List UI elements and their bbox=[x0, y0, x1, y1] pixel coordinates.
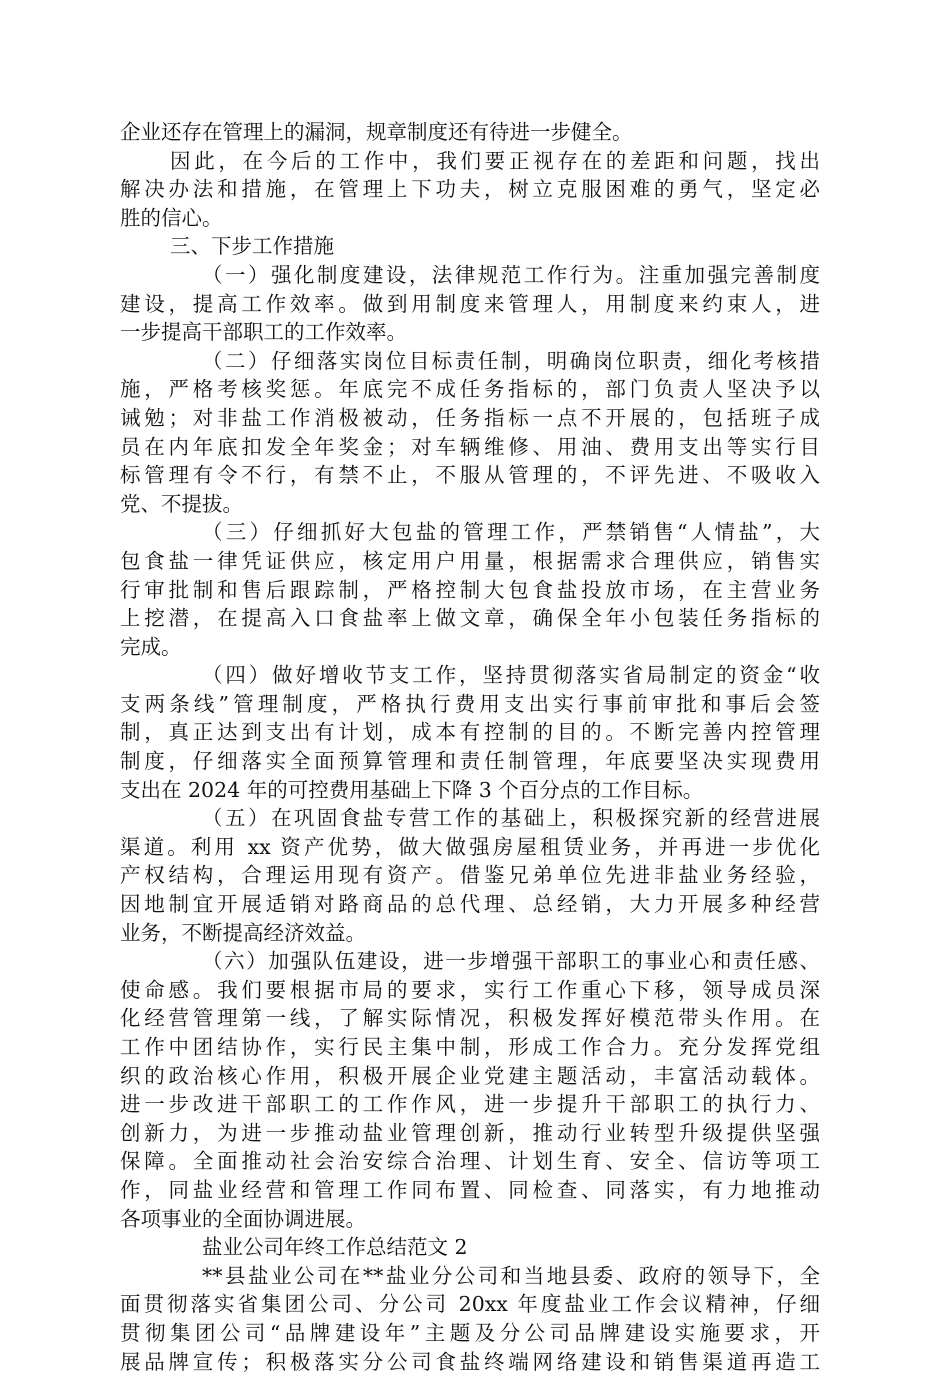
text-line: 面贯彻落实省集团公司、分公司 20xx 年度盐业工作会议精神，仔细 bbox=[120, 1292, 820, 1317]
text-line: **县盐业公司在**盐业分公司和当地县委、政府的领导下，全 bbox=[202, 1263, 820, 1288]
text-line: （一）强化制度建设，法律规范工作行为。注重加强完善制度 bbox=[202, 262, 820, 287]
text-line: 渠道。利用 xx 资产优势，做大做强房屋租赁业务，并再进一步优化 bbox=[120, 834, 820, 859]
text-line: 一步提高干部职工的工作效率。 bbox=[120, 320, 407, 345]
text-line: 进一步改进干部职工的工作作风，进一步提升干部职工的执行力、 bbox=[120, 1092, 820, 1117]
text-line: 织的政治核心作用，积极开展企业党建主题活动，丰富活动载体。 bbox=[120, 1063, 820, 1088]
text-line: 各项事业的全面协调进展。 bbox=[120, 1206, 366, 1231]
text-line: 胜的信心。 bbox=[120, 205, 223, 230]
text-line: 因此，在今后的工作中，我们要正视存在的差距和问题，找出 bbox=[170, 148, 820, 173]
text-line: 工作中团结协作，实行民主集中制，形成工作合力。充分发挥党组 bbox=[120, 1035, 820, 1059]
text-line: 行审批制和售后跟踪制，严格控制大包食盐投放市场，在主营业务 bbox=[120, 577, 820, 602]
text-line: 使命感。我们要根据市局的要求，实行工作重心下移，领导成员深 bbox=[120, 977, 820, 1002]
text-line: 业务，不断提高经济效益。 bbox=[120, 920, 366, 945]
text-line: （六）加强队伍建设，进一步增强干部职工的事业心和责任感、 bbox=[202, 949, 820, 974]
text-line: 制度，仔细落实全面预算管理和责任制管理，年底要坚决实现费用 bbox=[120, 749, 820, 774]
text-line: 贯彻集团公司“品牌建设年”主题及分公司品牌建设实施要求，开 bbox=[120, 1320, 820, 1345]
document-body bbox=[120, 118, 820, 1376]
text-line: 企业还存在管理上的漏洞，规章制度还有待进一步健全。 bbox=[120, 120, 633, 144]
text-line: 化经营管理第一线，了解实际情况，积极发挥好模范带头作用。在 bbox=[120, 1006, 820, 1031]
text-line: 上挖潜，在提高入口食盐率上做文章，确保全年小包装任务指标的 bbox=[120, 606, 820, 631]
text-line: 标管理有令不行，有禁不止，不服从管理的，不评先进、不吸收入 bbox=[120, 463, 820, 488]
text-line: 解决办法和措施，在管理上下功夫，树立克服困难的勇气，坚定必 bbox=[120, 177, 820, 202]
text-line: 创新力，为进一步推动盐业管理创新，推动行业转型升级提供坚强 bbox=[120, 1120, 820, 1145]
text-line: （二）仔细落实岗位目标责任制，明确岗位职责，细化考核措 bbox=[202, 348, 820, 373]
text-line: 保障。全面推动社会治安综合治理、计划生育、安全、信访等项工 bbox=[120, 1149, 820, 1174]
text-line: 制，真正达到支出有计划，成本有控制的目的。不断完善内控管理 bbox=[120, 720, 820, 745]
text-line: 支出在 2024 年的可控费用基础上下降 3 个百分点的工作目标。 bbox=[120, 777, 704, 802]
text-line: 党、不提拔。 bbox=[120, 491, 243, 516]
text-line: 盐业公司年终工作总结范文 2 bbox=[202, 1235, 468, 1260]
text-line: 展品牌宣传；积极落实分公司食盐终端网络建设和销售渠道再造工 bbox=[120, 1349, 820, 1374]
text-line: （四）做好增收节支工作，坚持贯彻落实省局制定的资金“收 bbox=[202, 663, 820, 688]
text-line: 因地制宜开展适销对路商品的总代理、总经销，大力开展多种经营 bbox=[120, 892, 820, 917]
text-line: （五）在巩固食盐专营工作的基础上，积极探究新的经营进展 bbox=[202, 806, 820, 831]
text-line: 完成。 bbox=[120, 634, 182, 659]
text-line: 建设，提高工作效率。做到用制度来管理人，用制度来约束人，进 bbox=[120, 291, 820, 316]
text-line: 员在内年底扣发全年奖金；对车辆维修、用油、费用支出等实行目 bbox=[120, 434, 820, 459]
text-line: （三）仔细抓好大包盐的管理工作，严禁销售“人情盐”，大 bbox=[202, 520, 820, 545]
text-line: 包食盐一律凭证供应，核定用户用量，根据需求合理供应，销售实 bbox=[120, 548, 820, 573]
text-line: 施，严格考核奖惩。年底完不成任务指标的，部门负责人坚决予以 bbox=[120, 377, 820, 402]
text-line: 支两条线”管理制度，严格执行费用支出实行事前审批和事后会签 bbox=[120, 691, 820, 716]
text-line: 诫勉；对非盐工作消极被动，任务指标一点不开展的，包括班子成 bbox=[120, 405, 820, 430]
text-line: 作，同盐业经营和管理工作同布置、同检查、同落实，有力地推动 bbox=[120, 1177, 820, 1202]
text-line: 产权结构，合理运用现有资产。借鉴兄弟单位先进非盐业务经验， bbox=[120, 863, 820, 888]
text-line: 三、下步工作措施 bbox=[170, 234, 334, 259]
